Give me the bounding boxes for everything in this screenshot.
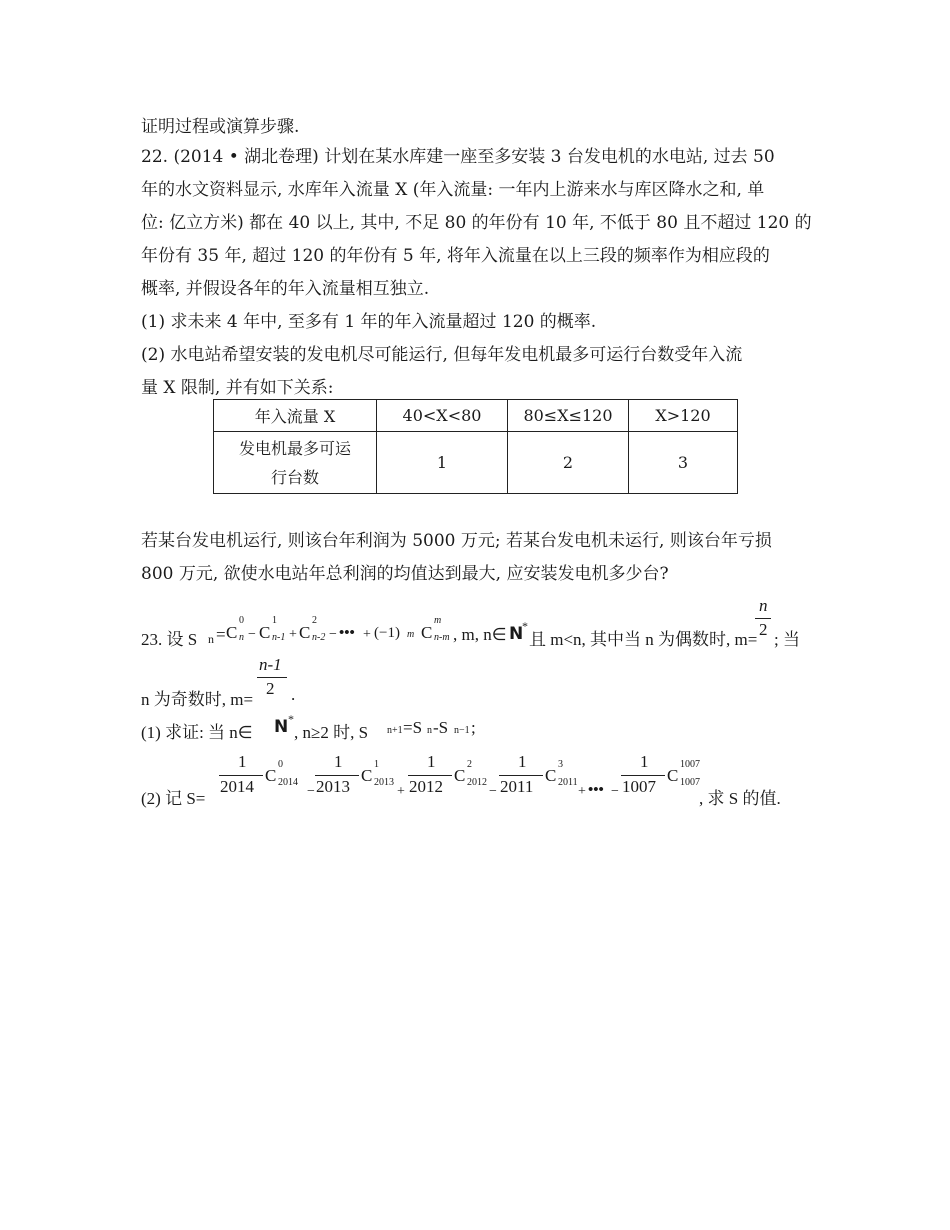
- fraction-numerator: n: [759, 596, 768, 615]
- q23-part-2: (2) 记 S= 1 2014 C 0 2014 − 1 2013 C 1 2013 + 1 2012 C 2 2012 − 1 2011 C 3 2011 + ••• − 1 1007 C 1007 1007 , 求 S 的值.: [141, 752, 781, 808]
- q22-after-line-1: 若某台发电机运行, 则该台年利润为 5000 万元; 若某台发电机未运行, 则该台年亏损: [141, 531, 772, 551]
- s-subscript: n: [208, 632, 214, 646]
- q22-line-5: 概率, 并假设各年的年入流量相互独立.: [141, 279, 430, 299]
- q22-after-line-2: 800 万元, 欲使水电站年总利润的均值达到最大, 应安装发电机多少台?: [141, 564, 669, 584]
- table-cell: 2: [508, 432, 629, 494]
- binomial-c: C: [259, 623, 271, 642]
- table-header-cell: 40<X<80: [377, 400, 508, 432]
- table-cell: 1: [377, 432, 508, 494]
- row-label-line-2: 行台数: [270, 467, 319, 487]
- q22-line-2: 年的水文资料显示, 水库年入流量 X (年入流量: 一年内上游来水与库区降水之和, 单: [141, 180, 765, 200]
- binomial-c: C: [299, 623, 311, 642]
- binomial-c: C: [226, 623, 238, 642]
- table-row: [214, 432, 738, 494]
- ellipsis: •••: [339, 625, 355, 641]
- q22-line-4: 年份有 35 年, 超过 120 的年份有 5 年, 将年入流量在以上三段的频率作为相应段的: [141, 246, 770, 266]
- fraction-bar: [621, 775, 665, 776]
- fraction-numerator: n-1: [259, 655, 282, 674]
- q23-lead: 23. 设 S: [141, 630, 198, 649]
- binomial-c: C: [421, 623, 433, 642]
- naturals-symbol: N: [509, 624, 524, 644]
- q22-part-1: (1) 求未来 4 年中, 至多有 1 年的年入流量超过 120 的概率.: [141, 312, 597, 332]
- fraction-denominator: 2: [759, 620, 768, 639]
- q23-odd-case: n 为奇数时, m= n-1 2 .: [141, 655, 296, 709]
- q23-definition: 23. 设 S n = C 0 n − C 1 n-1 + C 2 n-2 − ••• + (−1) m C m n-m , m, n∈ N * 且 m<n, 其中当 n 为偶数时, m= n 2 ; 当: [141, 596, 800, 649]
- intro-text: 证明过程或演算步骤.: [141, 117, 300, 137]
- equals-sign: =: [216, 625, 226, 644]
- fraction-denominator: 2: [266, 679, 275, 698]
- table-cell: 3: [629, 432, 738, 494]
- q23-part-1: (1) 求证: 当 n∈ N * , n≥2 时, S n+1 =S n -S n−1 ;: [141, 712, 476, 742]
- row-label-line-1: 发电机最多可运: [238, 438, 351, 458]
- ellipsis: •••: [588, 782, 604, 798]
- fraction-bar: [499, 775, 543, 776]
- table-header-cell: 年入流量 X: [214, 400, 377, 432]
- q22-line-3: 位: 亿立方米) 都在 40 以上, 其中, 不足 80 的年份有 10 年, 不低于 80 且不超过 120 的: [141, 213, 812, 233]
- q22-part-2-line-2: 量 X 限制, 并有如下关系:: [141, 378, 334, 398]
- fraction-bar: [408, 775, 452, 776]
- fraction-bar: [219, 775, 263, 776]
- flow-generator-table: [213, 399, 738, 494]
- q22-part-2-line-1: (2) 水电站希望安装的发电机尽可能运行, 但每年发电机最多可运行台数受年入流: [141, 345, 743, 365]
- naturals-symbol: N: [274, 717, 289, 737]
- table-header-cell: X>120: [629, 400, 738, 432]
- table-header-cell: 80≤X≤120: [508, 400, 629, 432]
- table-header-row: [214, 400, 738, 432]
- q22-line-1: 22. (2014 • 湖北卷理) 计划在某水库建一座至多安装 3 台发电机的水电站, 过去 50: [141, 147, 775, 167]
- table-row-label: [214, 432, 377, 494]
- fraction-bar: [315, 775, 359, 776]
- fraction-bar: [257, 677, 287, 678]
- fraction-bar: [755, 618, 771, 619]
